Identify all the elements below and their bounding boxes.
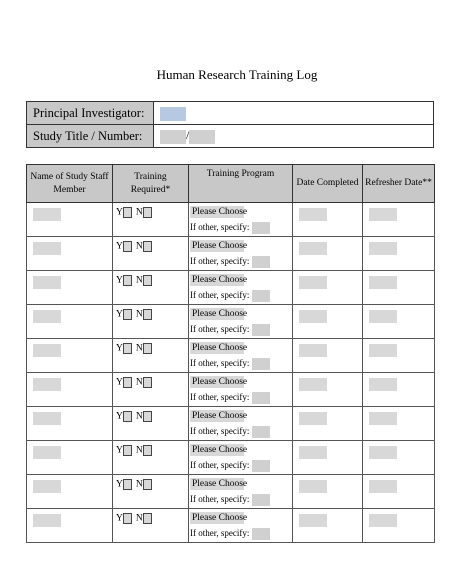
header-staff-member: Name of Study Staff Member xyxy=(27,165,113,203)
other-specify-field[interactable] xyxy=(252,392,270,404)
training-program-dropdown[interactable]: Please Choose xyxy=(192,479,248,489)
staff-name-field[interactable] xyxy=(33,276,61,289)
other-specify-label: If other, specify: xyxy=(190,392,250,402)
staff-name-field[interactable] xyxy=(33,412,61,425)
training-program-dropdown[interactable]: Please Choose xyxy=(192,275,248,285)
refresher-date-field[interactable] xyxy=(369,242,397,255)
other-specify-field[interactable] xyxy=(252,460,270,472)
other-specify-field[interactable] xyxy=(252,256,270,268)
date-completed-field[interactable] xyxy=(299,412,327,425)
investigator-field[interactable] xyxy=(160,107,186,121)
no-checkbox[interactable] xyxy=(143,275,152,286)
log-body xyxy=(27,203,435,543)
other-specify-label: If other, specify: xyxy=(190,528,250,538)
yes-label: Y xyxy=(116,377,123,388)
training-program-dropdown[interactable]: Please Choose xyxy=(192,343,248,353)
training-log-table xyxy=(26,164,435,543)
no-checkbox[interactable] xyxy=(143,377,152,388)
yes-label: Y xyxy=(116,513,123,524)
study-label: Study Title / Number: xyxy=(27,125,154,148)
other-specify-label: If other, specify: xyxy=(190,358,250,368)
refresher-date-field[interactable] xyxy=(369,208,397,221)
training-program-dropdown[interactable]: Please Choose xyxy=(192,377,248,387)
yes-checkbox[interactable] xyxy=(123,275,132,286)
study-title-field[interactable] xyxy=(160,130,186,144)
training-program-dropdown[interactable]: Please Choose xyxy=(192,513,248,523)
refresher-date-field[interactable] xyxy=(369,412,397,425)
yes-label: Y xyxy=(116,445,123,456)
training-program-dropdown[interactable]: Please Choose xyxy=(192,207,248,217)
no-checkbox[interactable] xyxy=(143,445,152,456)
refresher-date-field[interactable] xyxy=(369,310,397,323)
training-program-dropdown[interactable]: Please Choose xyxy=(192,241,248,251)
table-row xyxy=(27,203,435,237)
staff-name-field[interactable] xyxy=(33,242,61,255)
yes-label: Y xyxy=(116,275,123,286)
training-program-dropdown[interactable]: Please Choose xyxy=(192,309,248,319)
header-date-completed: Date Completed xyxy=(293,165,363,203)
date-completed-field[interactable] xyxy=(299,344,327,357)
no-label: N xyxy=(135,513,143,524)
staff-name-field[interactable] xyxy=(33,310,61,323)
study-separator: / xyxy=(186,128,190,143)
refresher-date-field[interactable] xyxy=(369,480,397,493)
yes-label: Y xyxy=(116,411,123,422)
table-row xyxy=(27,373,435,407)
yes-label: Y xyxy=(116,241,123,252)
header-training-program: Training Program xyxy=(189,165,293,203)
no-label: N xyxy=(135,275,143,286)
table-row xyxy=(27,271,435,305)
no-label: N xyxy=(135,343,143,354)
date-completed-field[interactable] xyxy=(299,446,327,459)
other-specify-label: If other, specify: xyxy=(190,290,250,300)
staff-name-field[interactable] xyxy=(33,344,61,357)
yes-checkbox[interactable] xyxy=(123,411,132,422)
staff-name-field[interactable] xyxy=(33,208,61,221)
no-checkbox[interactable] xyxy=(143,513,152,524)
table-row xyxy=(27,441,435,475)
investigator-label: Principal Investigator: xyxy=(27,102,154,125)
yes-checkbox[interactable] xyxy=(123,377,132,388)
refresher-date-field[interactable] xyxy=(369,344,397,357)
no-label: N xyxy=(135,377,143,388)
no-checkbox[interactable] xyxy=(143,241,152,252)
yes-label: Y xyxy=(116,207,123,218)
other-specify-label: If other, specify: xyxy=(190,222,250,232)
no-checkbox[interactable] xyxy=(143,309,152,320)
yes-label: Y xyxy=(116,343,123,354)
page-title: Human Research Training Log xyxy=(156,67,318,82)
refresher-date-field[interactable] xyxy=(369,514,397,527)
other-specify-field[interactable] xyxy=(252,358,270,370)
other-specify-label: If other, specify: xyxy=(190,426,250,436)
staff-name-field[interactable] xyxy=(33,378,61,391)
other-specify-label: If other, specify: xyxy=(190,256,250,266)
yes-label: Y xyxy=(116,309,123,320)
table-row xyxy=(27,475,435,509)
study-number-field[interactable] xyxy=(189,130,215,144)
training-program-dropdown[interactable]: Please Choose xyxy=(192,445,248,455)
refresher-date-field[interactable] xyxy=(369,378,397,391)
table-row xyxy=(27,305,435,339)
refresher-date-field[interactable] xyxy=(369,446,397,459)
no-checkbox[interactable] xyxy=(143,479,152,490)
date-completed-field[interactable] xyxy=(299,276,327,289)
yes-label: Y xyxy=(116,479,123,490)
yes-checkbox[interactable] xyxy=(123,309,132,320)
yes-checkbox[interactable] xyxy=(123,241,132,252)
table-row xyxy=(27,237,435,271)
other-specify-field[interactable] xyxy=(252,494,270,506)
table-row xyxy=(27,407,435,441)
yes-checkbox[interactable] xyxy=(123,445,132,456)
yes-checkbox[interactable] xyxy=(123,513,132,524)
yes-checkbox[interactable] xyxy=(123,343,132,354)
date-completed-field[interactable] xyxy=(299,208,327,221)
yes-checkbox[interactable] xyxy=(123,479,132,490)
table-row xyxy=(27,509,435,543)
no-label: N xyxy=(135,241,143,252)
staff-name-field[interactable] xyxy=(33,514,61,527)
staff-name-field[interactable] xyxy=(33,480,61,493)
no-label: N xyxy=(135,411,143,422)
other-specify-label: If other, specify: xyxy=(190,324,250,334)
no-checkbox[interactable] xyxy=(143,207,152,218)
date-completed-field[interactable] xyxy=(299,242,327,255)
date-completed-field[interactable] xyxy=(299,310,327,323)
table-row xyxy=(27,339,435,373)
other-specify-field[interactable] xyxy=(252,528,270,540)
other-specify-label: If other, specify: xyxy=(190,494,250,504)
date-completed-field[interactable] xyxy=(299,514,327,527)
date-completed-field[interactable] xyxy=(299,480,327,493)
other-specify-field[interactable] xyxy=(252,290,270,302)
header-refresher-date: Refresher Date** xyxy=(363,165,435,203)
other-specify-field[interactable] xyxy=(252,324,270,336)
date-completed-field[interactable] xyxy=(299,378,327,391)
no-label: N xyxy=(135,445,143,456)
yes-checkbox[interactable] xyxy=(123,207,132,218)
no-checkbox[interactable] xyxy=(143,411,152,422)
training-program-dropdown[interactable]: Please Choose xyxy=(192,411,248,421)
no-label: N xyxy=(135,309,143,320)
header-training-required: Training Required* xyxy=(113,165,189,203)
other-specify-label: If other, specify: xyxy=(190,460,250,470)
no-label: N xyxy=(135,207,143,218)
staff-name-field[interactable] xyxy=(33,446,61,459)
refresher-date-field[interactable] xyxy=(369,276,397,289)
no-label: N xyxy=(135,479,143,490)
other-specify-field[interactable] xyxy=(252,426,270,438)
info-table xyxy=(26,101,434,148)
no-checkbox[interactable] xyxy=(143,343,152,354)
other-specify-field[interactable] xyxy=(252,222,270,234)
